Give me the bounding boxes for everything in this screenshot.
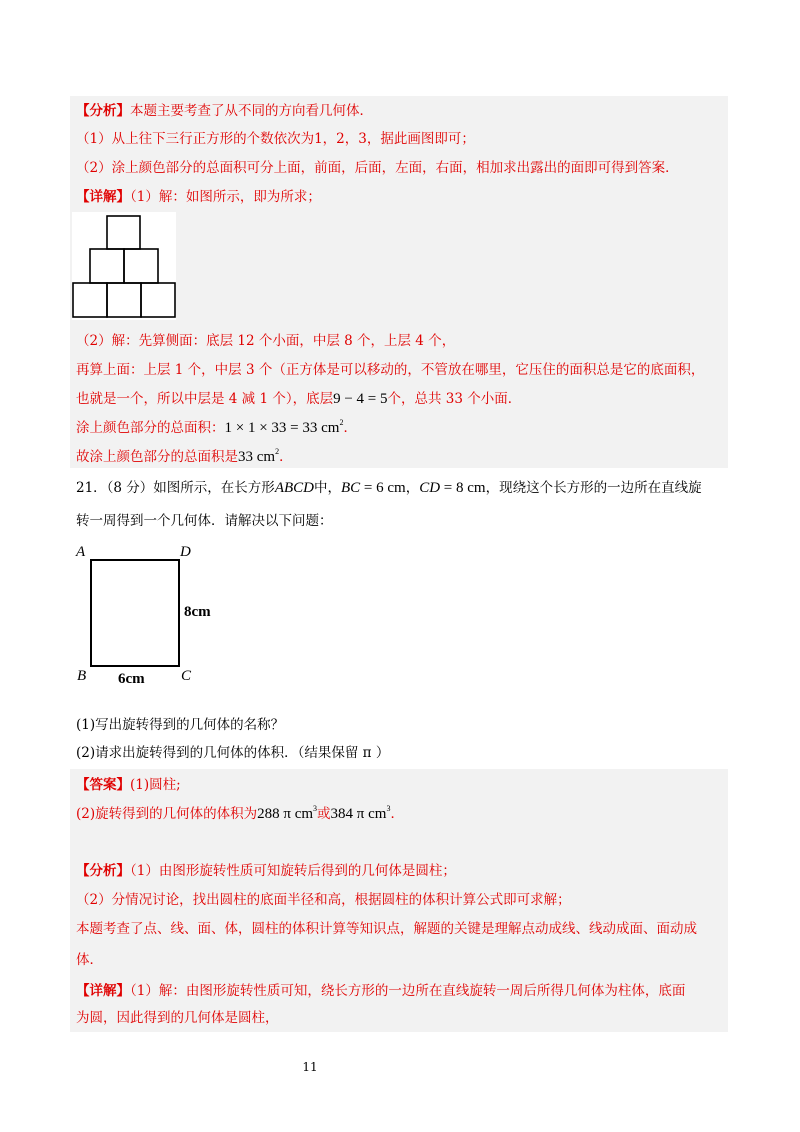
rectangle-abcd bbox=[91, 560, 179, 666]
analysis-21-line-4: 体． bbox=[76, 952, 103, 968]
analysis-line bbox=[76, 101, 373, 121]
detail-step-5: 涂上颜色部分的总面积：1 × 1 × 33 = 33 $cm^2$． bbox=[76, 418, 357, 436]
side-length-label: 8cm bbox=[184, 604, 211, 620]
detail-21-line-1: 【详解】（1）解：由图形旋转性质可知，绕长方形的一边所在直线旋转一周后所得几何体为柱体，底面 bbox=[76, 983, 686, 999]
detail-21-line-2: 为圆，因此得到的几何体是圆柱， bbox=[76, 1010, 279, 1026]
answer-tag: 【答案】 bbox=[76, 777, 130, 793]
math-expression: 33 $cm^2$ bbox=[238, 447, 280, 465]
analysis-21-line-2: （2）分情况讨论，找出圆柱的底面半径和高，根据圆柱的体积计算公式即可求解； bbox=[76, 892, 571, 908]
question-21-part-1: (1)写出旋转得到的几何体的名称？ bbox=[76, 717, 285, 733]
analysis-text: 本题主要考查了从不同的方向看几何体． bbox=[130, 103, 373, 119]
detail-step-3: 再算上面：上层 1 个，中层 3 个（正方体是可以移动的，不管放在哪里，它压住的面积总是它的底面积， bbox=[76, 362, 705, 378]
vertex-b: B bbox=[77, 668, 87, 684]
analysis-tag: 【分析】 bbox=[76, 103, 130, 119]
stacked-cubes-figure bbox=[72, 212, 176, 320]
analysis-step-1: （1）从上往下三行正方形的个数依次为1，2，3，据此画图即可； bbox=[76, 131, 475, 147]
answer-line-1: 【答案】(1)圆柱; bbox=[76, 777, 181, 793]
vertex-a: A bbox=[76, 544, 86, 560]
detail-step-4: 也就是一个，所以中层是 4 减 1 个），底层9 − 4 = 5个，总共 33 个小面． bbox=[76, 391, 522, 407]
detail-tag: 【详解】 bbox=[76, 189, 130, 205]
analysis-21-line-1: 【分析】（1）由图形旋转性质可知旋转后得到的几何体是圆柱； bbox=[76, 863, 456, 879]
math-expression: 1 × 1 × 33 = 33 $cm^2$ bbox=[224, 418, 344, 436]
question-21-part-2: (2)请求出旋转得到的几何体的体积．（结果保留 π ） bbox=[76, 745, 390, 761]
detail-tag: 【详解】 bbox=[76, 983, 130, 999]
question-21-line-1: 21．（8 分）如图所示，在长方形ABCD中，BC = 6 cm，CD = 8 cm，现绕这个长方形的一边所在直线旋 bbox=[76, 480, 702, 496]
detail-step-2: （2）解：先算侧面：底层 12 个小面，中层 8 个，上层 4 个， bbox=[76, 333, 456, 349]
detail-line bbox=[76, 187, 321, 207]
analysis-step-2: （2）涂上颜色部分的总面积可分上面，前面，后面，左面，右面，相加求出露出的面即可得到答案． bbox=[76, 160, 679, 176]
volume-value-2: 384 π $cm^3$ bbox=[330, 804, 391, 822]
detail-step-1: （1）解：如图所示，即为所求； bbox=[130, 189, 321, 205]
bottom-length-label: 6cm bbox=[118, 671, 145, 687]
analysis-21-line-3: 本题考查了点、线、面、体，圆柱的体积计算等知识点，解题的关键是理解点动成线、线动成面、面动成 bbox=[76, 921, 697, 937]
analysis-tag: 【分析】 bbox=[76, 863, 130, 879]
rectangle-figure bbox=[70, 538, 230, 690]
math-expression: 9 − 4 = 5 bbox=[333, 391, 388, 407]
vertex-c: C bbox=[181, 668, 192, 684]
volume-value-1: 288 π $cm^3$ bbox=[257, 804, 318, 822]
answer-line-2: (2)旋转得到的几何体的体积为288 π $cm^3$或384 π $cm^3$． bbox=[76, 804, 404, 822]
detail-step-6: 故涂上颜色部分的总面积是33 $cm^2$． bbox=[76, 447, 293, 465]
vertex-d: D bbox=[180, 544, 191, 560]
page-number: 11 bbox=[302, 1060, 318, 1074]
question-21-line-2: 转一周得到一个几何体．请解决以下问题： bbox=[76, 513, 333, 529]
